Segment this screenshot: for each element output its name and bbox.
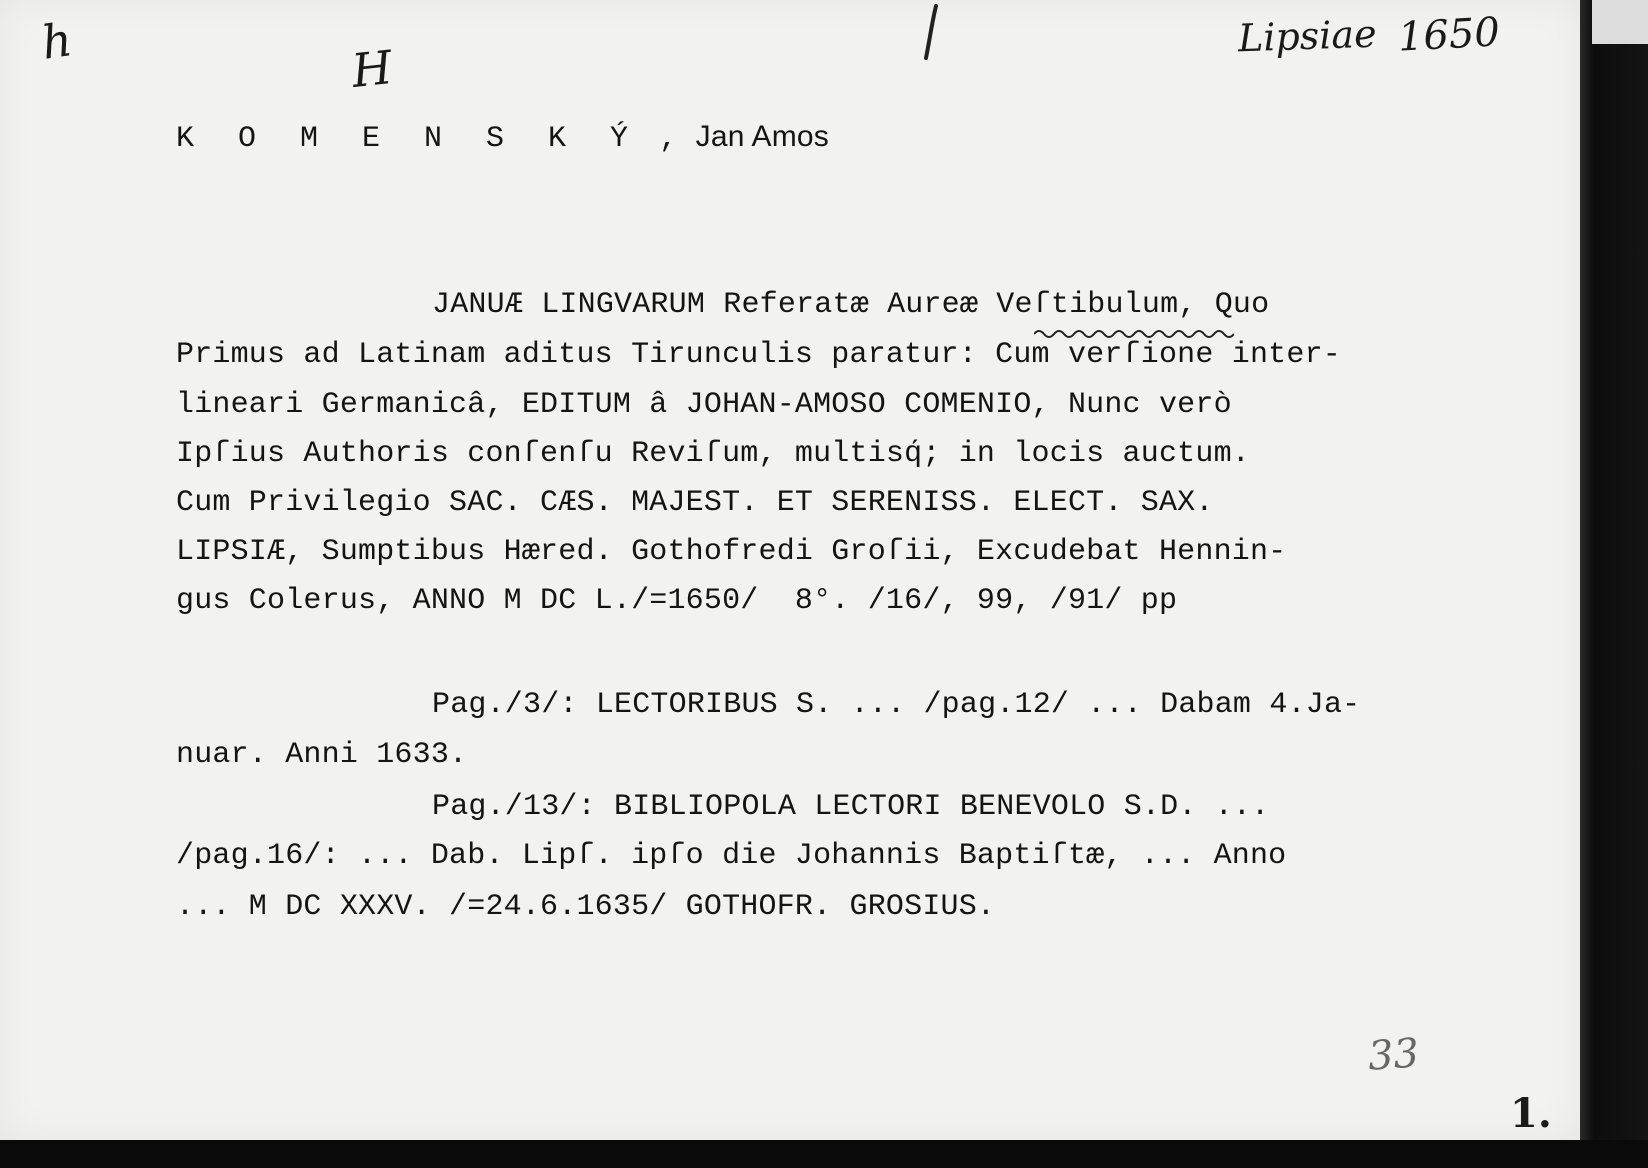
scan-edge-bottom: [0, 1140, 1648, 1168]
scan-edge-right: [1580, 0, 1648, 1168]
note-line: Pag./3/: LECTORIBUS S. ... /pag.12/ ... Dabam 4.Ja-: [432, 688, 1361, 722]
handwritten-mark-topleft: h: [38, 12, 76, 70]
scan-edge-highlight: [1592, 0, 1648, 44]
handwritten-place: Lipsiae: [1237, 11, 1378, 61]
author-given-name: Jan Amos: [695, 120, 829, 153]
handwritten-mark-h: H: [349, 40, 395, 98]
wavy-underline: [1034, 326, 1234, 338]
description-line: LIPSIÆ, Sumptibus Hæred. Gothofredi Groſii, Excudebat Hennin-: [176, 535, 1287, 569]
ink-stroke: [918, 2, 948, 62]
description-line: Cum Privilegio SAC. CÆS. MAJEST. ET SERENISS. ELECT. SAX.: [176, 486, 1214, 520]
handwritten-count: 33: [1366, 1030, 1421, 1080]
note-line: /pag.16/: ... Dab. Lipſ. ipſo die Johannis Baptiſtæ, ... Anno: [176, 839, 1287, 873]
handwritten-year: 1650: [1396, 9, 1501, 61]
description-line: Primus ad Latinam aditus Tirunculis paratur: Cum verſione inter-: [176, 338, 1341, 372]
note-line: Pag./13/: BIBLIOPOLA LECTORI BENEVOLO S.D. ...: [432, 790, 1270, 824]
description-line: lineari Germanicâ, EDITUM â JOHAN-AMOSO COMENIO, Nunc verò: [176, 388, 1232, 422]
note-line: nuar. Anni 1633.: [176, 738, 468, 772]
note-line: ... M DC XXXV. /=24.6.1635/ GOTHOFR. GROSIUS.: [176, 890, 996, 924]
description-line: Ipſius Authoris conſenſu Reviſum, multisq́; in locis auctum.: [176, 437, 1250, 471]
sheet-number: 1.: [1510, 1090, 1552, 1137]
author-separator: ,: [641, 122, 696, 156]
author-surname: K O M E N S K Ý: [176, 122, 642, 156]
description-line: gus Colerus, ANNO M DC L./=1650/ 8°. /16/, 99, /91/ pp: [176, 584, 1178, 618]
author-heading: [176, 120, 829, 156]
description-line: JANUÆ LINGVARUM Referatæ Aureæ Veſtibulum, Quo: [432, 288, 1270, 322]
